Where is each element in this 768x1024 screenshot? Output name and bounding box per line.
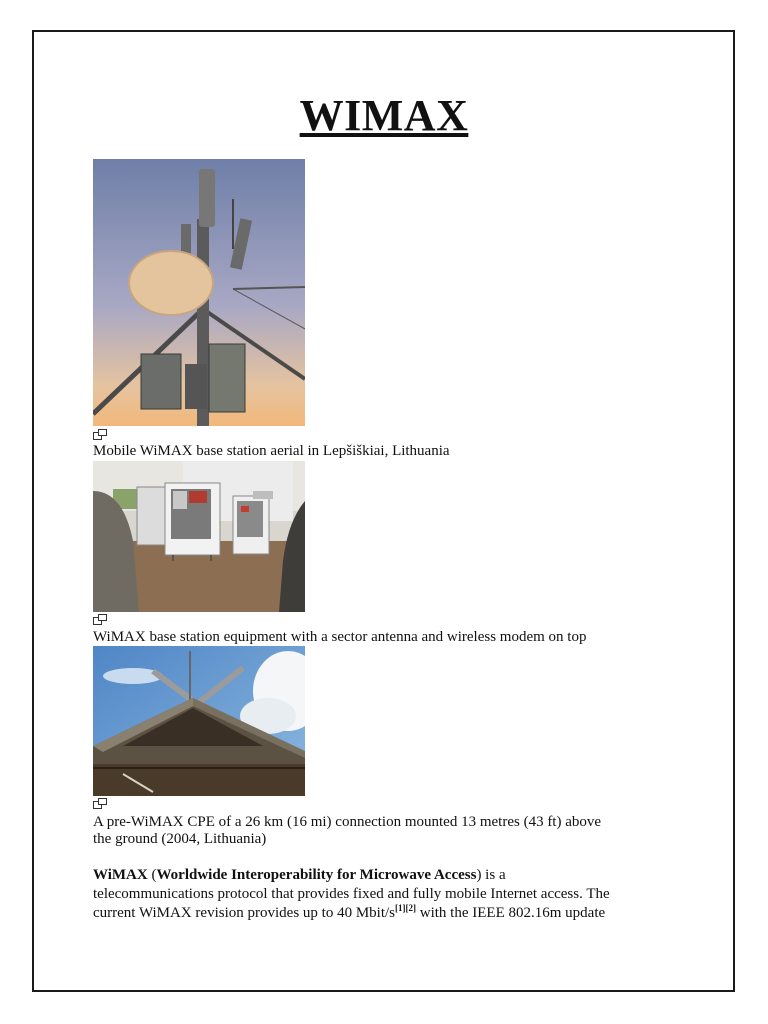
figure-caption-1: Mobile WiMAX base station aerial in Lepšiškiai, Lithuania <box>93 443 450 459</box>
base-station-equipment-photo <box>93 461 305 612</box>
term-wimax: WiMAX <box>93 867 148 883</box>
reference-link-2[interactable]: [2] <box>405 903 417 913</box>
image-anchor-icon <box>93 612 107 623</box>
figure-caption-3 <box>93 814 693 848</box>
reference-link-1[interactable]: [1] <box>395 903 406 913</box>
paren-close-text: ) is a <box>476 867 506 883</box>
intro-line-3-start: current WiMAX revision provides up to 40 Mbit/s <box>93 905 396 921</box>
figure-caption-2: WiMAX base station equipment with a sector antenna and wireless modem on top <box>93 629 587 645</box>
intro-paragraph <box>93 866 693 923</box>
roof-antenna-photo <box>93 646 305 796</box>
document-title: WIMAX <box>299 91 469 140</box>
antenna-mast-photo <box>93 159 305 426</box>
figure-caption-3-line2: the ground (2004, Lithuania) <box>93 831 267 847</box>
figure-caption-3-line1: A pre-WiMAX CPE of a 26 km (16 mi) connection mounted 13 metres (43 ft) above <box>93 814 602 830</box>
intro-line-3-end: with the IEEE 802.16m update <box>416 905 606 921</box>
open-paren: ( <box>147 867 157 883</box>
image-anchor-icon <box>93 796 107 807</box>
image-anchor-icon <box>93 427 107 438</box>
term-expansion: Worldwide Interoperability for Microwave Access <box>156 867 477 883</box>
intro-line-2: telecommunications protocol that provides fixed and fully mobile Internet access. The <box>93 886 610 902</box>
